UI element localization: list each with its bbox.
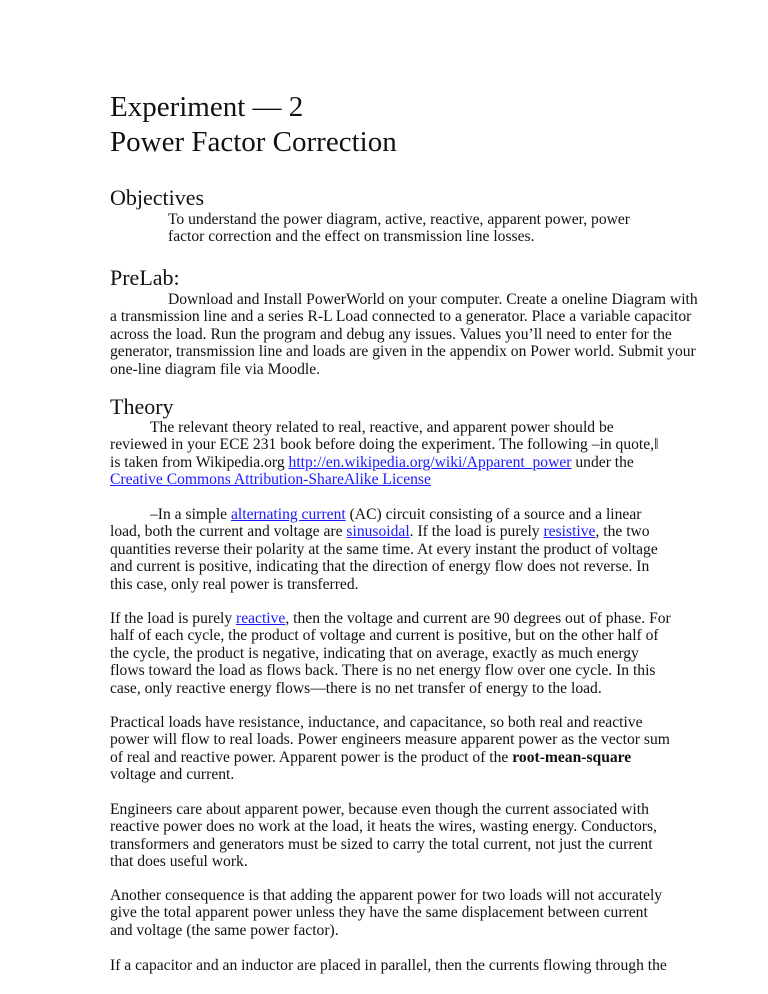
text-line: Another consequence is that adding the apparent power for two loads will not accurately <box>110 887 663 904</box>
text-line: generator, transmission line and loads are given in the appendix on Power world. Submit your <box>110 343 696 361</box>
text-line: and voltage (the same power factor). <box>110 921 339 939</box>
another-paragraph <box>110 887 662 939</box>
text-line: the cycle, the product is negative, indicating that on average, exactly as much energy <box>110 644 639 662</box>
text-line: half of each cycle, the product of voltage and current is positive, but on the other half of <box>110 627 659 645</box>
text-line: Engineers care about apparent power, because even though the current associated with <box>110 801 649 818</box>
text: , then the voltage and current are 90 degrees out of phase. For <box>285 610 671 627</box>
text-line: voltage and current. <box>110 766 235 784</box>
resistive-link[interactable]: resistive <box>543 523 596 541</box>
text: load, both the current and voltage are <box>110 523 347 541</box>
text-line: To understand the power diagram, active, reactive, apparent power, power <box>168 211 631 228</box>
text-line: reviewed in your ECE 231 book before doing the experiment. The following –in quote,‖ <box>110 436 659 454</box>
text: , the two <box>595 523 650 541</box>
text-line: one-line diagram file via Moodle. <box>110 360 321 378</box>
bold-term: root-mean-square <box>512 748 632 766</box>
text-line: Practical loads have resistance, inductance, and capacitance, so both real and reactive <box>110 714 643 731</box>
engineers-paragraph <box>110 801 657 871</box>
text-line: factor correction and the effect on transmission line losses. <box>168 228 535 246</box>
text-line: quantities reverse their polarity at the same time. At every instant the product of voltage <box>110 540 658 558</box>
capacitor-paragraph <box>110 957 667 974</box>
text-line <box>110 454 658 471</box>
prelab-paragraph <box>110 291 698 378</box>
document-title: Experiment — 2 <box>110 91 304 123</box>
wikipedia-apparent-power-link[interactable]: http://en.wikipedia.org/wiki/Apparent_power <box>288 453 572 471</box>
text-line: this case, only real power is transferred. <box>110 575 359 593</box>
text: (AC) circuit consisting of a source and a linear <box>345 506 642 523</box>
reactive-paragraph <box>110 610 671 697</box>
text-line: give the total apparent power unless they have the same displacement between current <box>110 904 648 922</box>
text: If the load is purely <box>110 610 237 627</box>
objectives-paragraph <box>110 211 630 246</box>
text: . If the load is purely <box>409 523 544 541</box>
alternating-current-link[interactable]: alternating current <box>230 506 346 523</box>
text-line: The relevant theory related to real, reactive, and apparent power should be <box>150 419 614 436</box>
text: is taken from Wikipedia.org <box>110 453 289 471</box>
creative-commons-license-link[interactable]: Creative Commons Attribution-ShareAlike License <box>110 471 431 489</box>
quote-paragraph <box>110 506 658 593</box>
text-line: a transmission line and a series R-L Load connected to a generator. Place a variable capacitor <box>110 308 692 326</box>
text-line: that does useful work. <box>110 853 248 871</box>
theory-intro-paragraph <box>110 419 658 489</box>
text-line: reactive power does no work at the load, it heats the wires, wasting energy. Conductors, <box>110 818 657 836</box>
theory-heading: Theory <box>110 394 174 419</box>
text-line: across the load. Run the program and debug any issues. Values you’ll need to enter for the <box>110 325 672 343</box>
text-line: flows toward the load as flows back. There is no net energy flow over one cycle. In this <box>110 662 656 680</box>
text: –In a simple <box>150 506 231 523</box>
reactive-link[interactable]: reactive <box>236 610 286 627</box>
objectives-heading: Objectives <box>110 185 205 210</box>
text-line: and current is positive, indicating that the direction of energy flow does not reverse. In <box>110 558 650 576</box>
text-line: transformers and generators must be sized to carry the total current, not just the current <box>110 835 653 853</box>
text: under the <box>571 453 634 471</box>
practical-paragraph <box>110 714 670 784</box>
text-line: power will flow to real loads. Power engineers measure apparent power as the vector sum <box>110 731 670 749</box>
prelab-heading: PreLab: <box>110 265 180 290</box>
text-line: case, only reactive energy flows—there is no net transfer of energy to the load. <box>110 679 602 697</box>
document-subtitle: Power Factor Correction <box>110 126 397 158</box>
text-line: Download and Install PowerWorld on your computer. Create a oneline Diagram with <box>168 291 698 308</box>
text: of real and reactive power. Apparent power is the product of the <box>110 748 513 766</box>
sinusoidal-link[interactable]: sinusoidal <box>346 523 410 541</box>
text-line: If a capacitor and an inductor are placed in parallel, then the currents flowing through the <box>110 957 667 974</box>
